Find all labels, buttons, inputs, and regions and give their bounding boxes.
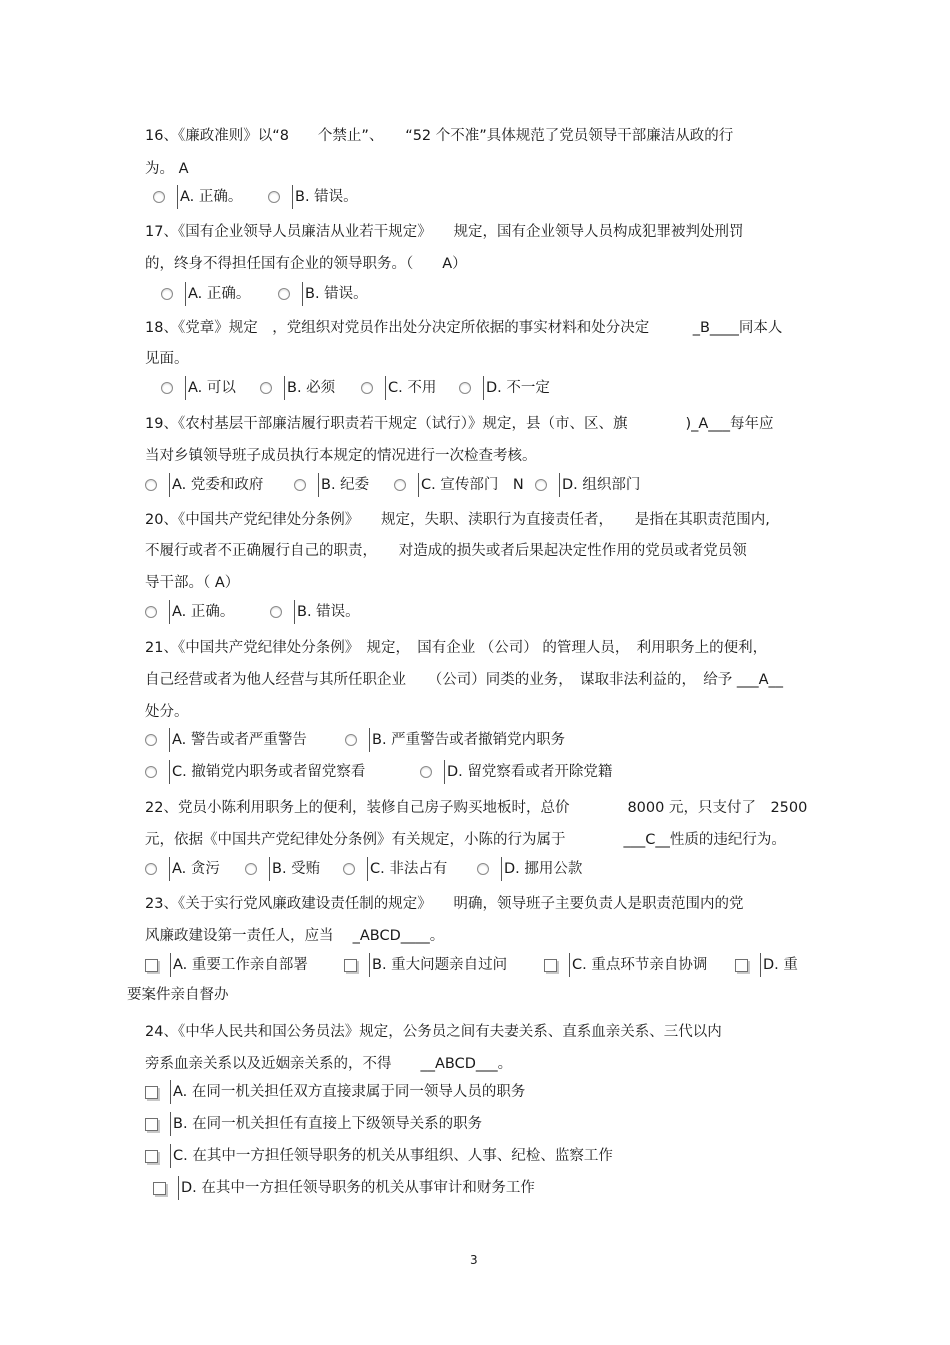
q21-option-b[interactable] [345,728,565,752]
option-label: D. 在其中一方担任领导职务的机关从事审计和财务工作 [181,1180,535,1196]
checkbox-icon[interactable] [344,959,357,972]
q22-option-b[interactable] [245,857,320,881]
option-label: A. 在同一机关担任双方直接隶属于同一领导人员的职务 [173,1084,526,1100]
q16-option-a[interactable] [153,185,242,209]
radio-icon[interactable] [361,382,373,394]
option-label: D. 挪用公款 [504,861,583,877]
q16-text-line2: 为。 A [145,161,189,177]
option-label: A. 正确。 [188,286,251,302]
q17-text-line2: 的，终身不得担任国有企业的领导职务。（ A） [145,256,467,272]
option-label: B. 纪委 [321,477,370,493]
q20-option-a[interactable] [145,600,234,624]
option-label: B. 重大问题亲自过问 [372,957,508,973]
radio-icon[interactable] [153,191,165,203]
q21-option-a[interactable] [145,728,307,752]
option-label: A. 警告或者严重警告 [172,732,307,748]
q23-option-b[interactable] [344,953,507,977]
option-label: A. 贪污 [172,861,220,877]
option-label: B. 错误。 [305,286,368,302]
q19-option-a[interactable] [145,473,263,497]
q17-option-b[interactable] [278,282,368,306]
q20-text-line3: 导干部。（ A） [145,575,240,591]
radio-icon[interactable] [260,382,272,394]
radio-icon[interactable] [161,382,173,394]
radio-icon[interactable] [394,479,406,491]
radio-icon[interactable] [420,766,432,778]
checkbox-icon[interactable] [145,1118,158,1131]
option-label: B. 错误。 [295,189,358,205]
q19-text-line2: 当对乡镇领导班子成员执行本规定的情况进行一次检查考核。 [145,448,537,464]
q23-option-d-wrap: 要案件亲自督办 [127,987,229,1003]
q23-text-line2: 风廉政建设第一责任人，应当 _ABCD____。 [145,928,445,944]
option-label: A. 重要工作亲自部署 [173,957,308,973]
q17-text-line1: 17、《国有企业领导人员廉洁从业若干规定》 规定，国有企业领导人员构成犯罪被判处刑罚 [145,224,744,240]
option-label: C. 在其中一方担任领导职务的机关从事组织、人事、纪检、监察工作 [173,1148,613,1164]
q23-text-line1: 23、《关于实行党风廉政建设责任制的规定》 明确，领导班子主要负责人是职责范围内的党 [145,896,744,912]
q22-option-a[interactable] [145,857,220,881]
q22-option-c[interactable] [343,857,447,881]
option-label: A. 可以 [188,380,236,396]
page-number: 3 [470,1253,478,1267]
checkbox-icon[interactable] [145,1086,158,1099]
q20-option-b[interactable] [270,600,360,624]
checkbox-icon[interactable] [735,959,748,972]
q23-option-d[interactable] [735,953,798,977]
radio-icon[interactable] [294,479,306,491]
q18-text-line1: 18、《党章》规定 ，党组织对党员作出处分决定所依据的事实材料和处分决定 _B____同本人 [145,320,783,336]
radio-icon[interactable] [161,288,173,300]
q19-option-c[interactable] [394,473,524,497]
q19-option-b[interactable] [294,473,369,497]
q19-text-line1: 19、《农村基层干部廉洁履行职责若干规定（试行）》规定，县（市、区、旗 )_A___每年应 [145,416,774,432]
q17-option-a[interactable] [161,282,250,306]
q16-option-b[interactable] [268,185,358,209]
radio-icon[interactable] [145,479,157,491]
radio-icon[interactable] [145,863,157,875]
q22-text-line1: 22、党员小陈利用职务上的便利，装修自己房子购买地板时，总价 8000 元，只支付了 2500 [145,800,808,816]
radio-icon[interactable] [477,863,489,875]
q23-option-a[interactable] [145,953,308,977]
checkbox-icon[interactable] [145,959,158,972]
radio-icon[interactable] [268,191,280,203]
q16-text-line1: 16、《廉政准则》以“8 个禁止”、 “52 个不准”具体规范了党员领导干部廉洁从政的行 [145,128,734,144]
radio-icon[interactable] [343,863,355,875]
q24-option-d[interactable] [153,1176,535,1200]
radio-icon[interactable] [145,606,157,618]
q21-option-c[interactable] [145,760,365,784]
q23-option-c[interactable] [544,953,707,977]
option-label: B. 受贿 [272,861,321,877]
option-label: C. 重点环节亲自协调 [572,957,708,973]
option-label: A. 正确。 [172,604,235,620]
checkbox-icon[interactable] [544,959,557,972]
q21-text-line1: 21、《中国共产党纪律处分条例》 规定， 国有企业 （公司） 的管理人员， 利用职务上的便利， [145,640,768,656]
radio-icon[interactable] [270,606,282,618]
q22-option-d[interactable] [477,857,582,881]
q18-option-d[interactable] [459,376,550,400]
option-label: D. 不一定 [486,380,550,396]
option-label: A. 党委和政府 [172,477,264,493]
q22-text-line2: 元，依据《中国共产党纪律处分条例》有关规定，小陈的行为属于 ___C__性质的违纪行为。 [145,832,786,848]
option-label: D. 留党察看或者开除党籍 [447,764,613,780]
option-label: B. 在同一机关担任有直接上下级领导关系的职务 [173,1116,483,1132]
q21-text-line2: 自己经营或者为他人经营与其所任职企业 （公司）同类的业务， 谋取非法利益的， 给予 ___A__ [145,672,784,688]
radio-icon[interactable] [278,288,290,300]
q21-text-line3: 处分。 [145,704,189,720]
radio-icon[interactable] [535,479,547,491]
q18-text-line2: 见面。 [145,351,189,367]
q18-option-a[interactable] [161,376,236,400]
checkbox-icon[interactable] [153,1182,166,1195]
option-label: C. 不用 [388,380,437,396]
radio-icon[interactable] [459,382,471,394]
option-label: B. 必须 [287,380,336,396]
q24-option-a[interactable] [145,1080,525,1104]
q20-text-line1: 20、《中国共产党纪律处分条例》 规定，失职、渎职行为直接责任者， 是指在其职责范围内, [145,512,770,528]
checkbox-icon[interactable] [145,1150,158,1163]
q20-text-line2: 不履行或者不正确履行自己的职责， 对造成的损失或者后果起决定性作用的党员或者党员领 [145,543,747,559]
option-label: D. 重 [763,957,798,973]
option-label: C. 宣传部门 N [421,477,524,493]
q21-option-d[interactable] [420,760,612,784]
option-label: A. 正确。 [180,189,243,205]
q24-option-b[interactable] [145,1112,482,1136]
option-label: C. 撤销党内职务或者留党察看 [172,764,366,780]
option-label: B. 错误。 [297,604,360,620]
q19-option-d[interactable] [535,473,640,497]
option-label: B. 严重警告或者撤销党内职务 [372,732,566,748]
radio-icon[interactable] [245,863,257,875]
radio-icon[interactable] [145,734,157,746]
q18-option-b[interactable] [260,376,335,400]
radio-icon[interactable] [145,766,157,778]
radio-icon[interactable] [345,734,357,746]
q18-option-c[interactable] [361,376,436,400]
q24-text-line2: 旁系血亲关系以及近姻亲关系的，不得 __ABCD___。 [145,1056,513,1072]
option-label: C. 非法占有 [370,861,448,877]
q24-option-c[interactable] [145,1144,613,1168]
q24-text-line1: 24、《中华人民共和国公务员法》规定，公务员之间有夫妻关系、直系血亲关系、三代以内 [145,1024,722,1040]
option-label: D. 组织部门 [562,477,641,493]
